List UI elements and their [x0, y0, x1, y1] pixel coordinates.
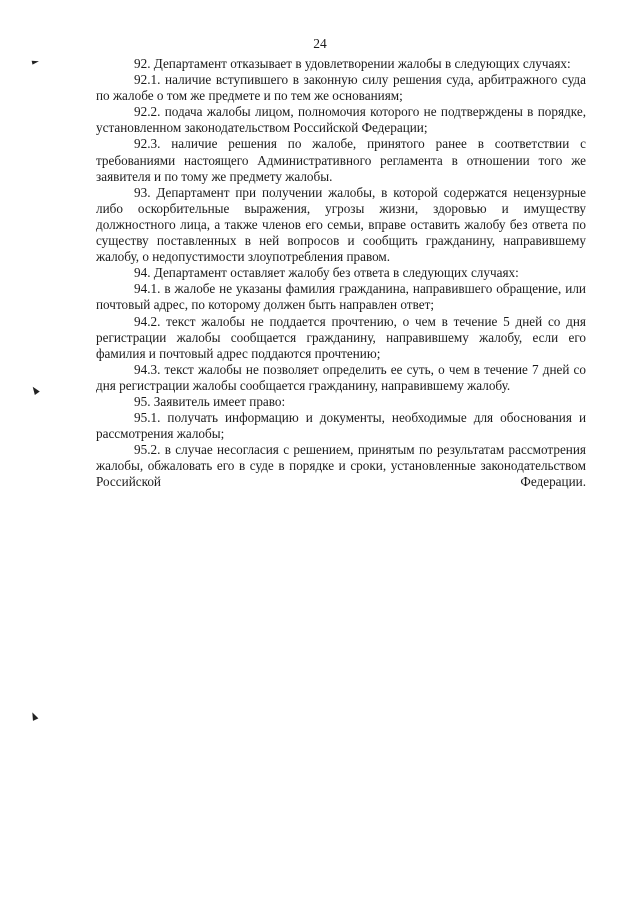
paragraph-92-2: 92.2. подача жалобы лицом, полномочия которого не подтверждены в порядке, установленном законодательством Российской Федерации;: [96, 104, 586, 136]
paragraph-92-1: 92.1. наличие вступившего в законную силу решения суда, арбитражного суда по жалобе о том же предмете и по тем же основаниям;: [96, 72, 586, 104]
paragraph-94-2: 94.2. текст жалобы не поддается прочтению, о чем в течение 5 дней со дня регистрации жалобы сообщается гражданину, направившему жалобу, если его фамилия и почтовый адрес поддаются прочтению;: [96, 313, 586, 361]
paragraph-95-1: 95.1. получать информацию и документы, необходимые для обоснования и рассмотрения жалобы;: [96, 410, 586, 442]
scan-mark-icon: [30, 385, 40, 395]
scan-mark-icon: [30, 711, 39, 721]
document-body: [96, 56, 586, 491]
paragraph-92: 92. Департамент отказывает в удовлетворении жалобы в следующих случаях:: [134, 56, 571, 71]
paragraph-94-3: 94.3. текст жалобы не позволяет определить ее суть, о чем в течение 7 дней со дня регистрации жалобы сообщается гражданину, направившему жалобу.: [96, 361, 586, 393]
page-number: 24: [313, 36, 327, 51]
paragraph-92-3: 92.3. наличие решения по жалобе, принятого ранее в соответствии с требованиями настоящего Административного регламента в отношении того же заявителя и по тому же предмету жалобы.: [96, 136, 586, 184]
paragraph-94-1: 94.1. в жалобе не указаны фамилия гражданина, направившего обращение, или почтовый адрес, по которому должен быть направлен ответ;: [96, 281, 586, 313]
scan-mark-icon: [32, 59, 40, 64]
paragraph-93: 93. Департамент при получении жалобы, в которой содержатся нецензурные либо оскорбительные выражения, угрозы жизни, здоровью и имуществу должностного лица, а также членов его семьи, вправе оставить жалобу без ответа по существу поставленных в ней вопросов и сообщить гражданину, направившему жалобу, о недопустимости злоупотребления правом.: [96, 184, 586, 265]
paragraph-95-2: 95.2. в случае несогласия с решением, принятым по результатам рассмотрения жалобы, обжаловать его в суде в порядке и сроки, установленные законодательством Российской Федерации.: [96, 442, 586, 490]
paragraph-94: 94. Департамент оставляет жалобу без ответа в следующих случаях:: [134, 265, 519, 281]
paragraph-95: 95. Заявитель имеет право:: [134, 393, 286, 409]
